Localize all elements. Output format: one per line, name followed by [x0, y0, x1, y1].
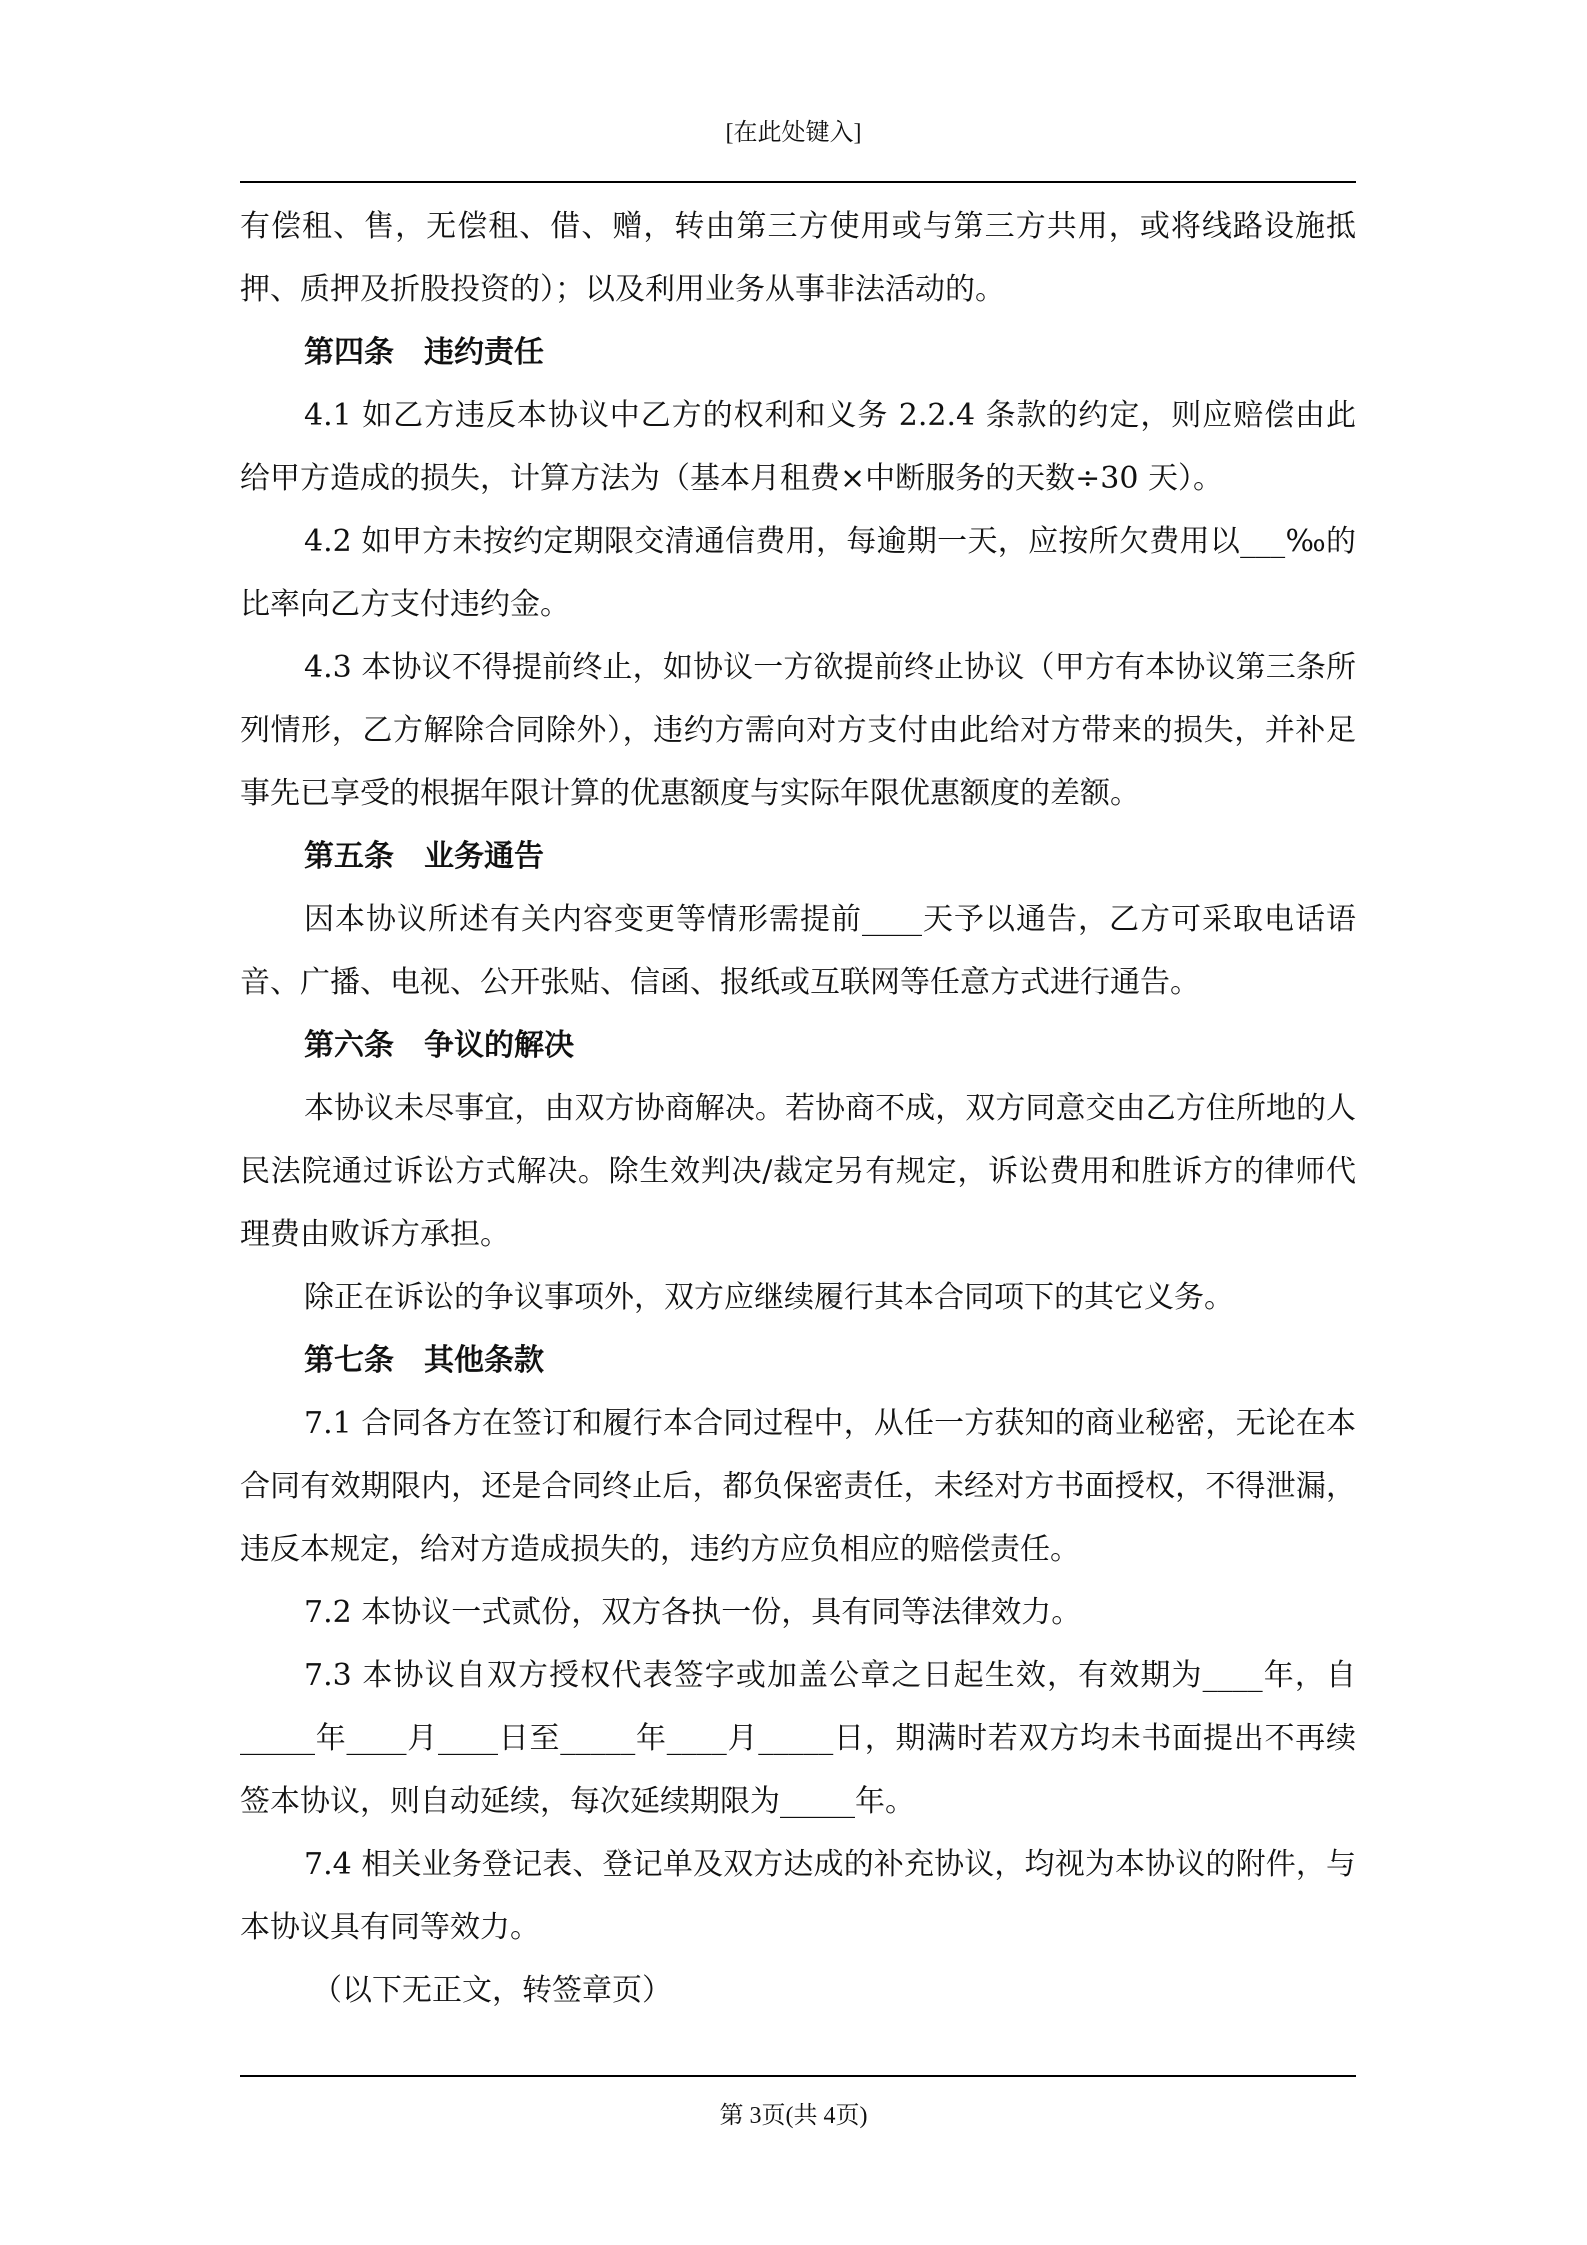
article-4-heading: 第四条 违约责任	[304, 335, 544, 370]
paragraph-continuation: 有偿租、售，无偿租、借、赠，转由第三方使用或与第三方共用，或将线路设施抵押、质押及折股投资的）；以及利用业务从事非法活动的。	[240, 209, 1356, 307]
page-number: 第 3页(共 4页)	[719, 2103, 868, 2129]
header-divider	[240, 181, 1356, 183]
clause-4-2: 4.2 如甲方未按约定期限交清通信费用，每逾期一天，应按所欠费用以___‰的比率向乙方支付违约金。	[240, 524, 1356, 622]
clause-7-2: 7.2 本协议一式贰份，双方各执一份，具有同等法律效力。	[304, 1595, 1082, 1630]
closing-note: （以下无正文，转签章页）	[312, 1973, 672, 2008]
clause-7-1: 7.1 合同各方在签订和履行本合同过程中，从任一方获知的商业秘密，无论在本合同有效期限内，还是合同终止后，都负保密责任，未经对方书面授权，不得泄漏，违反本规定，给对方造成损失的，违约方应负相应的赔偿责任。	[240, 1406, 1356, 1567]
article-5-text: 因本协议所述有关内容变更等情形需提前____天予以通告，乙方可采取电话语音、广播、电视、公开张贴、信函、报纸或互联网等任意方式进行通告。	[240, 902, 1356, 1000]
clause-7-4: 7.4 相关业务登记表、登记单及双方达成的补充协议，均视为本协议的附件，与本协议具有同等效力。	[240, 1847, 1356, 1945]
article-6-text-2: 除正在诉讼的争议事项外，双方应继续履行其本合同项下的其它义务。	[304, 1280, 1234, 1315]
document-body	[240, 195, 1356, 2022]
clause-4-1: 4.1 如乙方违反本协议中乙方的权利和义务 2.2.4 条款的约定，则应赔偿由此给甲方造成的损失，计算方法为（基本月租费×中断服务的天数÷30 天）。	[240, 398, 1356, 496]
article-7-heading: 第七条 其他条款	[304, 1343, 544, 1378]
footer-divider	[240, 2075, 1356, 2077]
page-header: [在此处键入]	[725, 120, 862, 146]
article-6-text: 本协议未尽事宜，由双方协商解决。若协商不成，双方同意交由乙方住所地的人民法院通过诉讼方式解决。除生效判决/裁定另有规定，诉讼费用和胜诉方的律师代理费由败诉方承担。	[240, 1091, 1356, 1252]
article-6-heading: 第六条 争议的解决	[304, 1028, 574, 1063]
clause-4-3: 4.3 本协议不得提前终止，如协议一方欲提前终止协议（甲方有本协议第三条所列情形，乙方解除合同除外），违约方需向对方支付由此给对方带来的损失，并补足事先已享受的根据年限计算的优惠额度与实际年限优惠额度的差额。	[240, 650, 1356, 811]
clause-7-3: 7.3 本协议自双方授权代表签字或加盖公章之日起生效，有效期为____年，自_____年____月____日至_____年____月_____日，期满时若双方均未书面提出不再续签本协议，则自动延续，每次延续期限为_____年。	[240, 1658, 1356, 1819]
article-5-heading: 第五条 业务通告	[304, 839, 544, 874]
